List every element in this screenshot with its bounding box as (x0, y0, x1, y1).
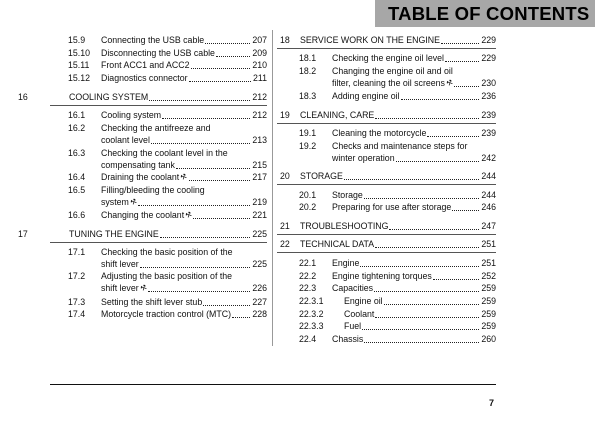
dot-leader (160, 236, 251, 238)
toc-entry-number: 18 (280, 35, 290, 45)
chapter-divider (277, 123, 496, 124)
toc-entry-title: Engine (332, 258, 360, 268)
toc-entry-page: 226 (252, 283, 267, 293)
toc-entry-page: 239 (481, 110, 496, 120)
toc-entry-number: 20.2 (299, 202, 317, 212)
dot-leader (441, 42, 479, 44)
wrench-icon: ⚒ (179, 172, 189, 183)
toc-entry-number: 22.1 (299, 258, 317, 268)
toc-entry-title: Coolant (344, 309, 375, 319)
toc-entry-page: 259 (481, 309, 496, 319)
toc-entry-title: Cleaning the motorcycle (332, 128, 427, 138)
toc-entry-number: 16.2 (68, 123, 86, 133)
toc-entry-title: shift lever (101, 283, 139, 293)
toc-entry-number: 22.3 (299, 283, 317, 293)
toc-entry-number: 16.5 (68, 185, 86, 195)
toc-entry-title: Cooling system (101, 110, 162, 120)
toc-entry-page: 242 (481, 153, 496, 163)
toc-entry-number: 19.2 (299, 141, 317, 151)
toc-entry-page: 236 (481, 91, 496, 101)
toc-entry-title: TROUBLESHOOTING (300, 221, 389, 231)
toc-entry-number: 22.4 (299, 334, 317, 344)
toc-entry-title: Fuel (344, 321, 362, 331)
toc-entry-page: 219 (252, 197, 267, 207)
toc-entry-title: Storage (332, 190, 363, 200)
toc-entry-number: 19 (280, 110, 290, 120)
toc-entry-page: 227 (252, 297, 267, 307)
toc-entry-page: 230 (481, 78, 496, 88)
toc-entry-title: Engine tightening torques (332, 271, 432, 281)
footer-divider (50, 384, 496, 385)
toc-entry-page: 251 (481, 239, 496, 249)
toc-entry-title: winter operation (332, 153, 395, 163)
dot-leader (445, 60, 479, 62)
toc-entry-title: coolant level (101, 135, 150, 145)
toc-entry-page: 228 (252, 309, 267, 319)
toc-entry-page: 215 (252, 160, 267, 170)
dot-leader (191, 67, 251, 69)
toc-entry-title: Checking the antifreeze and (101, 123, 211, 133)
toc-entry-number: 16 (18, 92, 28, 102)
dot-leader (375, 117, 479, 119)
toc-entry-number: 17.4 (68, 309, 86, 319)
toc-entry-number: 22 (280, 239, 290, 249)
toc-entry-number: 15.10 (68, 48, 91, 58)
dot-leader (189, 80, 251, 82)
toc-entry-title: Checks and maintenance steps for (332, 141, 468, 151)
dot-leader (384, 303, 480, 305)
toc-entry-page: 213 (252, 135, 267, 145)
toc-entry-page: 246 (481, 202, 496, 212)
dot-leader (140, 266, 251, 268)
toc-entry-page: 252 (481, 271, 496, 281)
toc-entry-title: Draining the coolant (101, 172, 180, 182)
toc-entry-title: Disconnecting the USB cable (101, 48, 215, 58)
toc-entry-number: 18.3 (299, 91, 317, 101)
toc-entry-number: 15.9 (68, 35, 86, 45)
toc-entry-title: Adding engine oil (332, 91, 400, 101)
dot-leader (360, 265, 479, 267)
toc-entry-number: 19.1 (299, 128, 317, 138)
dot-leader (389, 228, 479, 230)
toc-entry-title: Checking the basic position of the (101, 247, 233, 257)
toc-entry-page: 259 (481, 321, 496, 331)
toc-entry-title: Changing the coolant (101, 210, 185, 220)
toc-entry-number: 17.2 (68, 271, 86, 281)
toc-entry-title: Filling/bleeding the cooling (101, 185, 205, 195)
dot-leader (176, 167, 250, 169)
toc-entry-number: 16.6 (68, 210, 86, 220)
column-separator (272, 30, 273, 346)
chapter-divider (277, 184, 496, 185)
toc-entry-title: Front ACC1 and ACC2 (101, 60, 190, 70)
dot-leader (162, 117, 250, 119)
section-header (375, 0, 595, 27)
wrench-icon: ⚒ (129, 197, 139, 208)
page-title: TABLE OF CONTENTS (388, 2, 590, 24)
dot-leader (375, 316, 479, 318)
dot-leader (205, 42, 250, 44)
chapter-divider (277, 252, 496, 253)
dot-leader (401, 98, 480, 100)
toc-entry-page: 247 (481, 221, 496, 231)
toc-entry-title: Changing the engine oil and oil (332, 66, 453, 76)
toc-entry-number: 16.4 (68, 172, 86, 182)
toc-entry-page: 217 (252, 172, 267, 182)
toc-entry-title: system (101, 197, 129, 207)
dot-leader (189, 179, 251, 181)
dot-leader (203, 304, 250, 306)
toc-entry-page: 221 (252, 210, 267, 220)
toc-entry-number: 17.1 (68, 247, 86, 257)
toc-entry-title: Setting the shift lever stub (101, 297, 203, 307)
toc-entry-title: Checking the coolant level in the (101, 148, 228, 158)
toc-entry-page: 260 (481, 334, 496, 344)
toc-entry-page: 229 (481, 35, 496, 45)
dot-leader (454, 85, 479, 87)
toc-entry-page: 225 (252, 259, 267, 269)
toc-entry-title: COOLING SYSTEM (69, 92, 149, 102)
toc-entry-title: TECHNICAL DATA (300, 239, 375, 249)
toc-entry-title: Adjusting the basic position of the (101, 271, 233, 281)
toc-entry-number: 17.3 (68, 297, 86, 307)
dot-leader (362, 328, 479, 330)
toc-entry-title: shift lever (101, 259, 139, 269)
dot-leader (433, 278, 480, 280)
toc-entry-title: Connecting the USB cable (101, 35, 205, 45)
toc-entry-page: 259 (481, 283, 496, 293)
toc-entry-number: 20.1 (299, 190, 317, 200)
toc-entry-title: Chassis (332, 334, 364, 344)
toc-entry-title: TUNING THE ENGINE (69, 229, 159, 239)
dot-leader (374, 290, 479, 292)
toc-entry-page: 212 (252, 110, 267, 120)
dot-leader (344, 178, 479, 180)
dot-leader (452, 209, 479, 211)
toc-entry-number: 20 (280, 171, 290, 181)
toc-entry-title: Capacities (332, 283, 374, 293)
toc-entry-number: 17 (18, 229, 28, 239)
toc-entry-page: 207 (252, 35, 267, 45)
dot-leader (151, 142, 250, 144)
toc-entry-title: compensating tank (101, 160, 175, 170)
toc-entry-page: 210 (252, 60, 267, 70)
dot-leader (364, 341, 479, 343)
toc-entry-title: Engine oil (344, 296, 383, 306)
toc-entry-page: 211 (252, 73, 267, 83)
toc-entry-number: 22.3.3 (299, 321, 324, 331)
toc-entry-number: 22.3.1 (299, 296, 324, 306)
toc-entry-number: 18.2 (299, 66, 317, 76)
dot-leader (148, 290, 250, 292)
toc-entry-number: 16.1 (68, 110, 86, 120)
toc-entry-page: 229 (481, 53, 496, 63)
wrench-icon: ⚒ (445, 78, 455, 89)
toc-entry-page: 244 (481, 190, 496, 200)
chapter-divider (50, 105, 267, 106)
toc-entry-number: 22.2 (299, 271, 317, 281)
toc-entry-page: 244 (481, 171, 496, 181)
toc-entry-title: filter, cleaning the oil screens (332, 78, 445, 88)
toc-entry-page: 239 (481, 128, 496, 138)
chapter-divider (277, 234, 496, 235)
toc-entry-title: Motorcycle traction control (MTC) (101, 309, 232, 319)
toc-entry-title: Diagnostics connector (101, 73, 188, 83)
wrench-icon: ⚒ (139, 283, 149, 294)
page-number: 7 (489, 398, 495, 408)
toc-entry-page: 251 (481, 258, 496, 268)
toc-entry-title: Checking the engine oil level (332, 53, 444, 63)
toc-entry-number: 18.1 (299, 53, 317, 63)
toc-entry-number: 15.12 (68, 73, 91, 83)
dot-leader (427, 135, 479, 137)
dot-leader (138, 204, 250, 206)
chapter-divider (277, 48, 496, 49)
toc-entry-number: 21 (280, 221, 290, 231)
wrench-icon: ⚒ (184, 210, 194, 221)
dot-leader (193, 217, 250, 219)
toc-entry-title: STORAGE (300, 171, 343, 181)
toc-entry-page: 212 (252, 92, 267, 102)
dot-leader (232, 316, 250, 318)
toc-entry-number: 16.3 (68, 148, 86, 158)
dot-leader (375, 246, 479, 248)
dot-leader (364, 197, 480, 199)
toc-entry-title: Preparing for use after storage (332, 202, 452, 212)
toc-entry-title: CLEANING, CARE (300, 110, 375, 120)
chapter-divider (50, 242, 267, 243)
toc-entry-number: 15.11 (68, 60, 90, 70)
dot-leader (216, 55, 250, 57)
dot-leader (149, 99, 250, 101)
toc-entry-number: 22.3.2 (299, 309, 324, 319)
toc-entry-page: 225 (252, 229, 267, 239)
toc-entry-page: 259 (481, 296, 496, 306)
dot-leader (396, 160, 480, 162)
toc-entry-page: 209 (252, 48, 267, 58)
toc-entry-title: SERVICE WORK ON THE ENGINE (300, 35, 440, 45)
